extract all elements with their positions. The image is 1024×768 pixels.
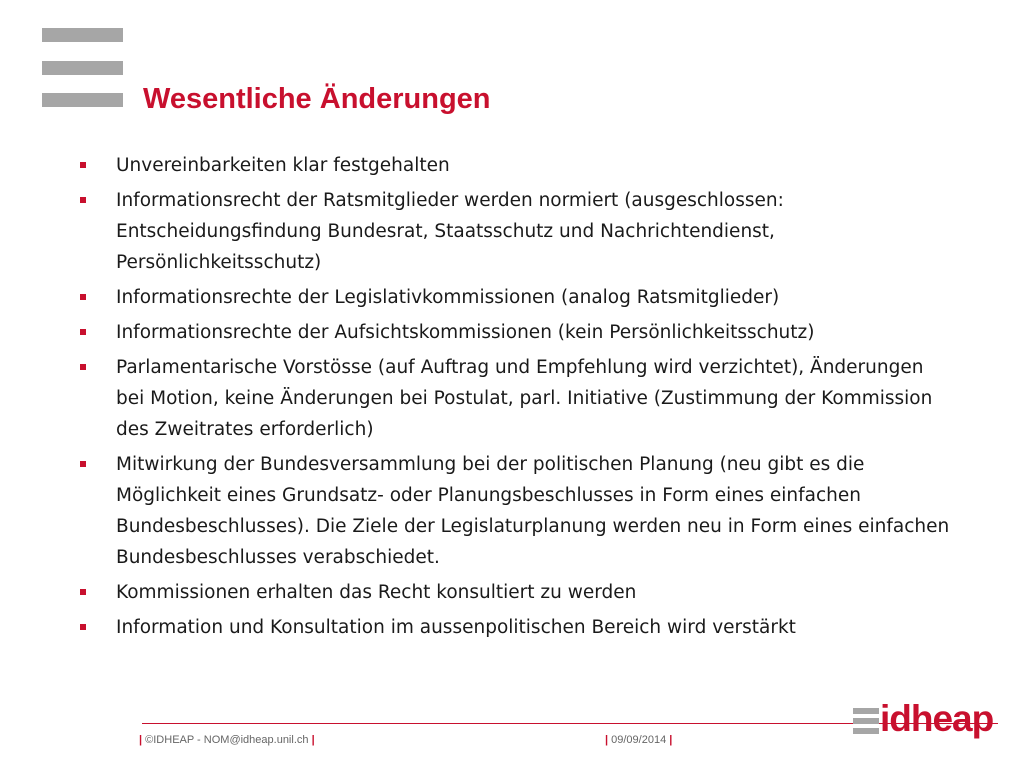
footer-copyright: [139, 733, 315, 747]
square-bullet-icon: [80, 461, 86, 467]
menu-bar-bottom: [42, 93, 123, 107]
bullet-item: [76, 317, 956, 348]
square-bullet-icon: [80, 197, 86, 203]
logo-text: idheap: [880, 698, 994, 739]
footer-pipe: |: [605, 734, 609, 746]
copyright-text: ©IDHEAP - NOM@idheap.unil.ch: [145, 734, 309, 746]
menu-bar-top: [42, 28, 123, 42]
footer-pipe: |: [139, 734, 143, 746]
square-bullet-icon: [80, 162, 86, 168]
footer-pipe: |: [669, 734, 673, 746]
bullet-item: [76, 282, 956, 313]
footer-date: [605, 733, 672, 747]
bullet-text: Mitwirkung der Bundesversammlung bei der politischen Planung (neu gibt es die Möglichkeit eines Grundsatz- oder Planungsbeschlusses in Form eines einfachen Bundesbeschlusses). Die Ziele der Legislaturplanung werden neu in Form eines einfachen Bundesbeschlusses verabschiedet.: [116, 454, 950, 568]
bullet-text: Informationsrechte der Legislativkommissionen (analog Ratsmitglieder): [116, 287, 780, 308]
idheap-logo: [853, 698, 994, 748]
menu-lines-icon: [42, 28, 123, 108]
logo-lines-icon: [853, 708, 879, 734]
bullet-item: [76, 150, 956, 181]
bullet-item: [76, 352, 956, 445]
bullet-text: Information und Konsultation im aussenpolitischen Bereich wird verstärkt: [116, 617, 796, 638]
bullet-item: [76, 577, 956, 608]
bullet-text: Parlamentarische Vorstösse (auf Auftrag und Empfehlung wird verzichtet), Änderungen bei Motion, keine Änderungen bei Postulat, parl. Initiative (Zustimmung der Kommission des Zweitrates erforderlich): [116, 357, 933, 440]
bullet-text: Informationsrechte der Aufsichtskommissionen (kein Persönlichkeitsschutz): [116, 322, 815, 343]
bullet-item: [76, 185, 956, 278]
square-bullet-icon: [80, 624, 86, 630]
footer-pipe: |: [311, 734, 315, 746]
slide-title: Wesentliche Änderungen: [143, 83, 491, 115]
bullet-list: [76, 150, 956, 647]
square-bullet-icon: [80, 329, 86, 335]
bullet-text: Kommissionen erhalten das Recht konsultiert zu werden: [116, 582, 637, 603]
square-bullet-icon: [80, 589, 86, 595]
bullet-item: [76, 449, 956, 573]
date-text: 09/09/2014: [611, 734, 667, 746]
square-bullet-icon: [80, 294, 86, 300]
bullet-text: Informationsrecht der Ratsmitglieder werden normiert (ausgeschlossen: Entscheidungsfindung Bundesrat, Staatsschutz und Nachrichtendienst, Persönlichkeitsschutz): [116, 190, 784, 273]
square-bullet-icon: [80, 364, 86, 370]
bullet-item: [76, 612, 956, 643]
menu-bar-middle: [42, 61, 123, 75]
bullet-text: Unvereinbarkeiten klar festgehalten: [116, 155, 450, 176]
